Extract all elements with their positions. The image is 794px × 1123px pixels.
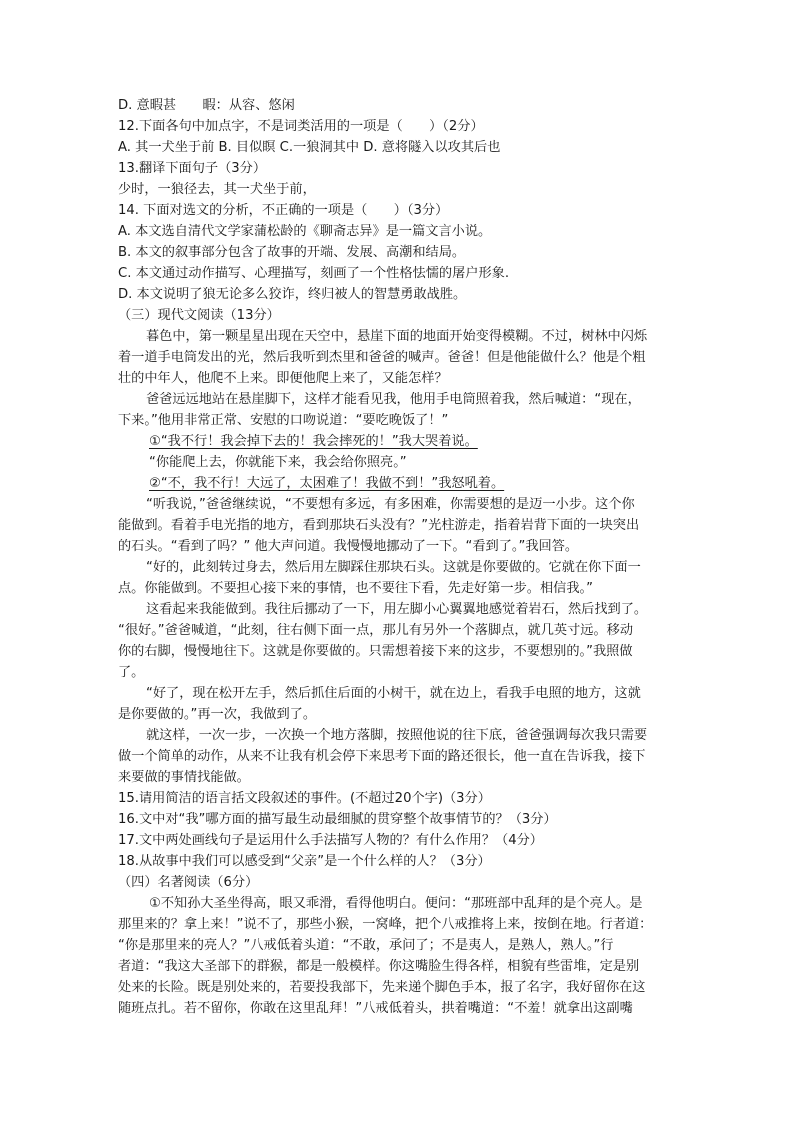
question-16: 16.文中对“我”哪方面的描写最生动最细腻的贯穿整个故事情节的？（3分） [118, 812, 557, 827]
question-14: 14. 下面对选文的分析，不正确的一项是（ ）（3分） [118, 203, 449, 218]
passage-line: 来要做的事情找能做。 [118, 770, 250, 785]
passage-line: 你的右脚，慢慢地往下。这就是你要做的。只需想着接下来的这步，不要想别的。”我照做 [118, 644, 633, 659]
excerpt-line: “你是那里来的亮人？”八戒低着头道：“不敢，承问了；不是夷人，是熟人，熟人。”行 [118, 938, 614, 953]
excerpt-line: 那里来的？拿上来！”说不了，那些小猴，一窝峰，把个八戒推将上来，按倒在地。行者道： [118, 917, 653, 932]
passage-line: 爸爸远远地站在悬崖脚下，这样才能看见我，他用手电筒照着我，然后喊道：“现在， [146, 392, 641, 407]
passage-line: 着一道手电筒发出的光，然后我听到杰里和爸爸的喊声。爸爸！但是他能做什么？他是个粗 [118, 350, 646, 365]
question-12-options: A. 其一犬坐于前 B. 目似瞑 C.一狼洞其中 D. 意将隧入以攻其后也 [118, 140, 501, 155]
passage-line: 就这样，一次一步，一次换一个地方落脚，按照他说的往下底，爸爸强调每次我只需要 [146, 728, 648, 743]
passage-line: “很好。”爸爸喊道，“此刻，往右侧下面一点，那儿有另外一个落脚点，就几英寸远。移动 [118, 623, 634, 638]
question-13: 13.翻译下面句子（3分） [118, 161, 267, 176]
excerpt-line: 者道：“我这大圣部下的群猴，都是一般模样。你这嘴脸生得各样，相貌有些雷堆，定是别 [118, 959, 640, 974]
passage-line: 做一个简单的动作，从来不让我有机会停下来思考下面的路还很长，他一直在告诉我，接下 [118, 749, 646, 764]
option-d-line: D. 意暇甚 暇：从容、悠闲 [118, 98, 295, 113]
underlined-sentence-1: ①“我不行！我会掉下去的！我会摔死的！”我大哭着说。 [149, 434, 478, 449]
question-14-option-a: A. 本文选自清代文学家蒲松龄的《聊斋志异》是一篇文言小说。 [118, 224, 492, 239]
excerpt-line: 随班点扎。若不留你，你敢在这里乱拜！”八戒低着头，拱着嘴道：“不羞！就拿出这副嘴 [118, 1001, 633, 1016]
question-18: 18.从故事中我们可以感受到“父亲”是一个什么样的人？（3分） [118, 854, 491, 869]
passage-line: “好的，此刻转过身去，然后用左脚踩住那块石头。这就是你要做的。它就在你下面一 [146, 560, 641, 575]
question-14-option-d: D. 本文说明了狼无论多么狡诈，终归被人的智慧勇敢战胜。 [118, 287, 467, 302]
question-14-option-c: C. 本文通过动作描写、心理描写，刻画了一个性格怯懦的屠户形象. [118, 266, 510, 281]
question-14-option-b: B. 本文的叙事部分包含了故事的开端、发展、高潮和结局。 [118, 245, 466, 260]
section-3-heading: （三）现代文阅读（13分） [118, 308, 280, 323]
passage-line: “听我说，”爸爸继续说，“不要想有多远，有多困难，你需要想的是迈一小步。这个你 [146, 497, 635, 512]
question-17: 17.文中两处画线句子是运用什么手法描写人物的？有什么作用？（4分） [118, 833, 543, 848]
excerpt-line: 处来的长险。既是别处来的，若要投我部下，先来递个脚色手本，报了名字，我好留你在这 [118, 980, 646, 995]
passage-line: 能做到。看着手电光指的地方，看到那块石头没有？”光柱游走，指着岩背下面的一块突出 [118, 518, 640, 533]
passage-line: “好了，现在松开左手，然后抓住后面的小树干，就在边上，看我手电照的地方，这就 [146, 686, 641, 701]
passage-line: 点。你能做到。不要担心接下来的事情，也不要往下看，先走好第一步。相信我。” [118, 581, 593, 596]
passage-line: 这看起来我能做到。我往后挪动了一下，用左脚小心翼翼地感觉着岩石，然后找到了。 [146, 602, 648, 617]
passage-line: 是你要做的。”再一次，我做到了。 [118, 707, 317, 722]
question-12: 12.下面各句中加点字，不是词类活用的一项是（ ）（2分） [118, 119, 484, 134]
passage-line: 暮色中，第一颗星星出现在天空中，悬崖下面的地面开始变得模糊。不过，树林中闪烁 [146, 329, 648, 344]
question-15: 15.请用简洁的语言括文段叙述的事件。(不超过20个字)（3分） [118, 791, 491, 806]
excerpt-line: ①不知孙大圣坐得高，眼又乖滑，看得他明白。便问：“那班部中乱拜的是个亮人。是 [149, 896, 643, 911]
passage-line: 壮的中年人，他爬不上来。即便他爬上来了，又能怎样？ [118, 371, 448, 386]
passage-line: 了。 [118, 665, 145, 680]
underlined-sentence-2: ②“不，我不行！大远了，太困难了！我做不到！”我怒吼着。 [149, 476, 505, 491]
section-4-heading: （四）名著阅读（6分） [118, 875, 259, 890]
translation-sentence: 少时，一狼径去，其一犬坐于前， [118, 182, 316, 197]
passage-line: “你能爬上去，你就能下来，我会给你照亮。” [149, 455, 407, 470]
passage-line: 的石头。“看到了吗？” 他大声问道。我慢慢地挪动了一下。“看到了。”我回答。 [118, 539, 579, 554]
passage-line: 下来。”他用非常正常、安慰的口吻说道：“要吃晚饭了！” [118, 413, 449, 428]
